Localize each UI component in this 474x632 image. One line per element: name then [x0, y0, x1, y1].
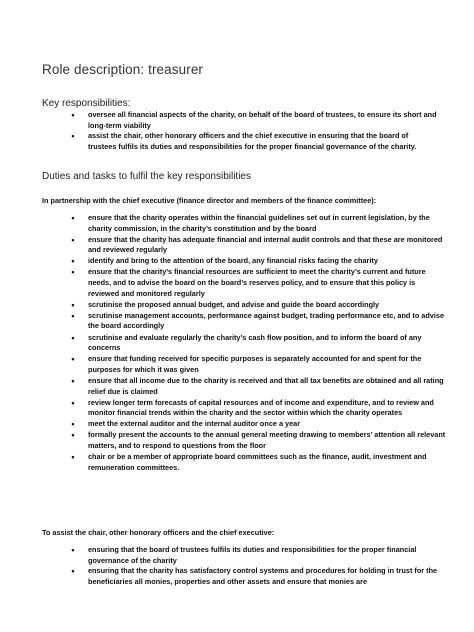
- bullet-icon: •: [71, 131, 75, 142]
- list-item: [68, 256, 448, 267]
- list-item: [68, 545, 448, 566]
- list-item-text: scrutinise management accounts, performance against budget, trading performance etc, and to advise the board accordingly: [88, 310, 445, 331]
- bullet-icon: •: [71, 310, 75, 321]
- list-item-text: oversee all financial aspects of the charity, on behalf of the board of trustees, to ensure its short and long-term viability: [88, 110, 437, 130]
- list-item: [68, 566, 448, 587]
- list-item: [68, 419, 448, 430]
- list-item-text: ensure that the charity operates within the financial guidelines set out in current legislation, by the charity commission, in the charity’s constitution and by the board: [88, 213, 430, 233]
- bullet-icon: •: [71, 419, 75, 430]
- section2-intro: To assist the chair, other honorary officers and the chief executive:: [42, 528, 275, 537]
- key-responsibilities-heading: Key responsibilities:: [42, 98, 131, 109]
- list-item-text: assist the chair, other honorary officers and the chief executive in ensuring that the board of trustees fulfils its duties and responsibilities for the proper financial governance of the charity.: [88, 131, 417, 151]
- list-item: [68, 398, 448, 419]
- bullet-icon: •: [71, 397, 75, 408]
- bullet-icon: •: [71, 430, 75, 441]
- list-item: [68, 131, 438, 152]
- bullet-icon: •: [71, 375, 75, 386]
- list-item: [68, 311, 448, 332]
- list-item: [68, 354, 448, 375]
- list-item: [68, 300, 448, 311]
- list-item-text: ensure that the charity’s financial resources are sufficient to meet the charity’s current and future needs, and to advise the board on the board’s reserves policy, and to ensure that this policy is reviewed and monitored regularly: [88, 267, 426, 298]
- bullet-icon: •: [71, 354, 75, 365]
- bullet-icon: •: [71, 545, 75, 555]
- duties-heading: Duties and tasks to fulfil the key responsibilities: [42, 171, 251, 182]
- key-responsibilities-list: [68, 110, 438, 152]
- list-item-text: review longer term forecasts of capital resources and of income and expenditure, and to review and monitor financial trends within the charity and the sector within which the charity operates: [88, 397, 434, 418]
- bullet-icon: •: [71, 234, 75, 245]
- bullet-icon: •: [71, 213, 75, 223]
- bullet-icon: •: [71, 267, 75, 278]
- section1-intro: In partnership with the chief executive (finance director and members of the finance committee):: [42, 196, 377, 205]
- list-item-text: ensure that all income due to the charity is received and that all tax benefits are obtained and all rating relief due is claimed: [88, 375, 444, 396]
- list-item-text: scrutinise and evaluate regularly the charity’s cash flow position, and to inform the board of any concerns: [88, 332, 422, 353]
- bullet-icon: •: [71, 332, 75, 343]
- list-item-text: ensuring that the board of trustees fulfils its duties and responsibilities for the proper financial governance of the charity: [88, 545, 417, 565]
- bullet-icon: •: [71, 256, 75, 267]
- list-item-text: ensure that funding received for specific purposes is separately accounted for and spent for the purposes for which it was given: [88, 354, 422, 374]
- list-item-text: scrutinise the proposed annual budget, and advise and guide the board accordingly: [88, 299, 380, 309]
- list-item: [68, 430, 448, 451]
- section1-duties-list: [68, 213, 448, 474]
- list-item-text: chair or be a member of appropriate board committees such as the finance, audit, investment and remuneration committees.: [88, 452, 427, 472]
- list-item: [68, 376, 448, 397]
- bullet-icon: •: [71, 452, 75, 463]
- list-item-text: formally present the accounts to the annual general meeting drawing to members’ attention all relevant matters, and to respond to questions from the floor: [88, 430, 446, 450]
- list-item-text: ensuring that the charity has satisfactory control systems and procedures for holding in trust for the beneficiaries all monies, properties and other assets and ensure that monies are: [88, 566, 438, 586]
- list-item: [68, 333, 448, 354]
- list-item-text: meet the external auditor and the internal auditor once a year: [88, 419, 301, 429]
- bullet-icon: •: [71, 299, 75, 310]
- list-item: [68, 452, 448, 473]
- list-item: [68, 213, 448, 234]
- list-item-text: identify and bring to the attention of the board, any financial risks facing the charity: [88, 256, 378, 266]
- page-title: Role description: treasurer: [42, 62, 204, 77]
- bullet-icon: •: [71, 566, 75, 577]
- list-item: [68, 267, 448, 299]
- section2-duties-list: [68, 545, 448, 587]
- list-item: [68, 235, 448, 256]
- list-item-text: ensure that the charity has adequate financial and internal audit controls and that these are monitored and reviewed regularly: [88, 234, 443, 255]
- list-item: [68, 110, 438, 131]
- bullet-icon: •: [71, 110, 75, 120]
